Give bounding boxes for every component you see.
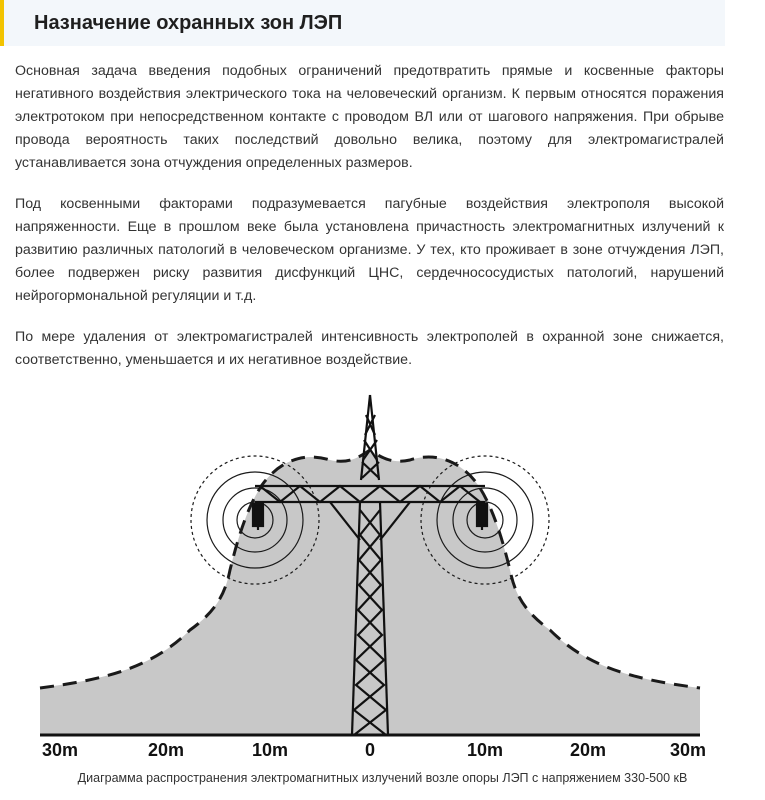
distance-label-left-10m: 10m <box>251 740 289 760</box>
figure-caption: Диаграмма распространения электромагнитных излучений возле опоры ЛЭП с напряжением 330-500 кВ <box>77 771 688 785</box>
section-heading-bar <box>0 0 725 46</box>
distance-label-left-30m: 30m <box>41 740 79 760</box>
paragraph-distance: По мере удаления от электромагистралей интенсивность электрополей в охранной зоне снижается, соответственно, уменьшается и их негативное воздействие. <box>15 329 724 368</box>
distance-label-right-10m: 10m <box>466 740 504 760</box>
distance-label-left-20m: 20m <box>147 740 185 760</box>
distance-label-right-20m: 20m <box>569 740 607 760</box>
distance-label-right-30m: 30m <box>669 740 707 760</box>
distance-label-zero: 0 <box>364 740 376 760</box>
paragraph-direct-factors: Основная задача введения подобных ограничений предотвратить прямые и косвенные факторы негативного воздействия электрического тока на человеческий организм. К первым относятся поражения электротоком при непосредственном контакте с проводом ВЛ или от шагового напряжения. При обрыве провода вероятность таких последствий довольно велика, поэтому для электромагистралей устанавливается зона отчуждения определенных размеров. <box>15 63 724 171</box>
section-heading: Назначение охранных зон ЛЭП <box>34 12 343 34</box>
emf-zone-diagram <box>30 390 720 768</box>
paragraph-indirect-factors: Под косвенными факторами подразумевается пагубные воздействия электрополя высокой напряженности. Еще в прошлом веке была установлена причастность электромагнитных излучений к развитию различных патологий в человеческом организме. У тех, кто проживает в зоне отчуждения ЛЭП, более подвержен риску развития дисфункций ЦНС, сердечнососудистых патологий, нарушений нейрогормональной регуляции и т.д. <box>15 196 724 304</box>
